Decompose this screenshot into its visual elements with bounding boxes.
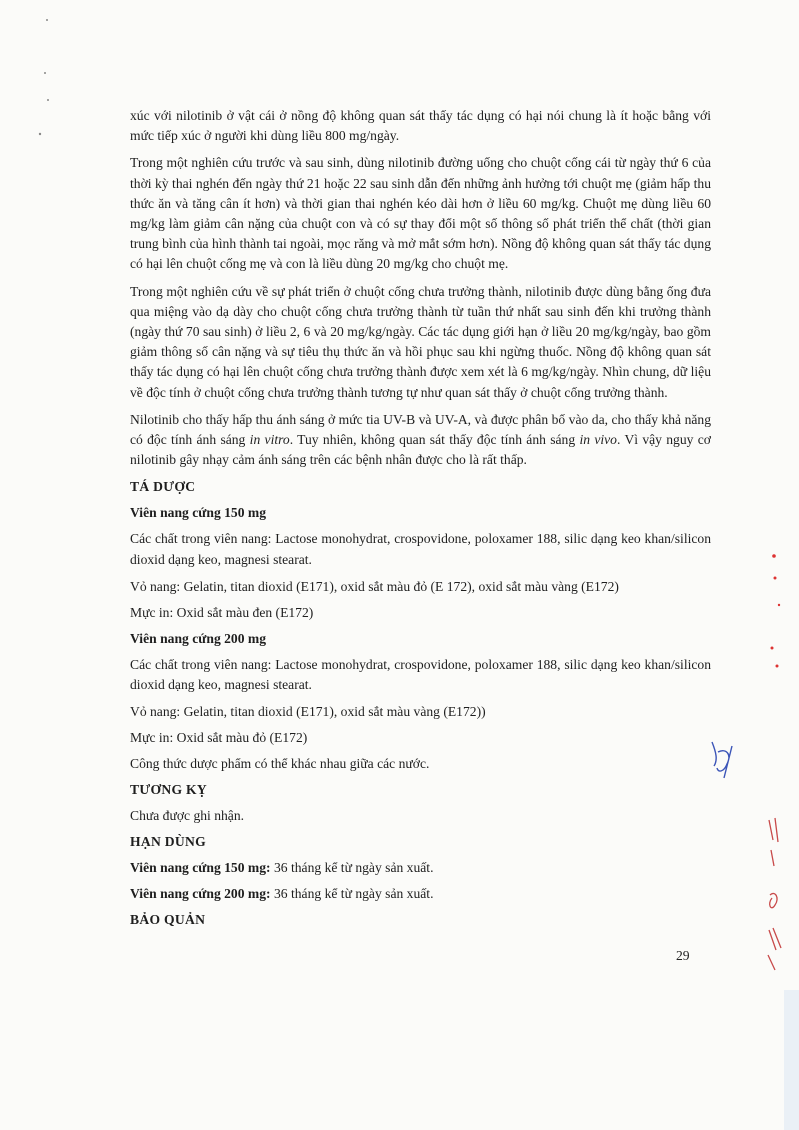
phototoxicity-text-a: Nilotinib cho thấy hấp thu ánh sáng ở mức tia UV-B và UV-A, và được phân bố vào da, cho thấy khả năng có độc tính ánh sáng (130, 411, 711, 448)
paragraph-juvenile-rat-study: Trong một nghiên cứu về sự phát triển ở chuột cống chưa trưởng thành, nilotinib được dùng bằng ống đưa qua miệng vào dạ dày cho chuột cống chưa trưởng thành từ tuần thứ nhất sau sinh đến khi trưởng thành (ngày thứ 70 sau sinh) ở liều 2, 6 và 20 mg/kg/ngày. Các tác dụng giới hạn ở liều 20 mg/kg/ngày, bao gồm giảm thông số cân nặng và sự tiêu thụ thức ăn và hồi phục sau khi ngừng thuốc. Nồng độ không quan sát thấy tác dụng có hại lên chuột cống chưa trưởng thành được xem xét là 6 mg/kg/ngày. Nhìn chung, dữ liệu về độc tính ở chuột cống chưa trưởng thành tương tự như quan sát thấy ở chuột cống trưởng thành. (130, 283, 711, 400)
capsule-200-ink: Mực in: Oxid sắt màu đỏ (E172) (130, 730, 308, 746)
capsule-150-ink: Mực in: Oxid sắt màu đen (E172) (130, 604, 314, 620)
right-edge-stamp-fragments (768, 818, 781, 970)
heading-storage: BẢO QUẢN (130, 912, 206, 928)
capsule-200-contents: Các chất trong viên nang: Lactose monohydrat, crospovidone, poloxamer 188, silic dạng keo khan/silicon dioxid dạng keo, magnesi stearat. (130, 656, 711, 693)
shelf-life-150-value: 36 tháng kể từ ngày sản xuất. (270, 860, 434, 876)
document-body (130, 106, 711, 936)
heading-shelf-life: HẠN DÙNG (130, 834, 207, 850)
paragraph-prenatal-postnatal-study: Trong một nghiên cứu trước và sau sinh, dùng nilotinib đường uống cho chuột cống cái từ ngày thứ 6 của thời kỳ thai nghén đến ngày thứ 21 hoặc 22 sau sinh dẫn đến những ảnh hưởng tới chuột mẹ (giảm hấp thu thức ăn và tăng cân ít hơn) và thời gian thai nghén kéo dài hơn ở liều 60 mg/kg. Chuột mẹ dùng liều 60 mg/kg làm giảm cân nặng của chuột con và có sự thay đổi một số thông số phát triển thể chất (thời gian trung bình của hình thành tai ngoài, mọc răng và mở mắt sớm hơn). Nồng độ không quan sát thấy tác dụng có hại lên chuột cống mẹ và con là liều dùng 20 mg/kg cho chuột mẹ. (130, 155, 711, 272)
subheading-capsule-150: Viên nang cứng 150 mg (130, 505, 267, 521)
phototoxicity-text-c: . Vì vậy nguy cơ nilotinib gây nhạy cảm ánh sáng trên các bệnh nhân được cho là rất thấp. (130, 432, 711, 468)
capsule-150-contents: Các chất trong viên nang: Lactose monohydrat, crospovidone, poloxamer 188, silic dạng keo khan/silicon dioxid dạng keo, magnesi stearat. (130, 531, 711, 567)
paragraph-reproductive-toxicity: xúc với nilotinib ở vật cái ở nồng độ không quan sát thấy tác dụng có hại nói chung là ít hoặc bằng với mức tiếp xúc ở người khi dùng liều 800 mg/ngày. (130, 108, 711, 144)
capsule-150-shell: Vỏ nang: Gelatin, titan dioxid (E171), oxid sắt màu đỏ (E 172), oxid sắt màu vàng (E172) (130, 578, 619, 594)
left-margin-dots (39, 19, 49, 135)
shelf-life-150 (130, 858, 711, 878)
page-number: 29 (676, 948, 690, 963)
shelf-life-200-label: Viên nang cứng 200 mg: (130, 886, 271, 902)
phototoxicity-in-vivo: in vivo (579, 432, 617, 448)
right-edge-blue-tint (784, 990, 799, 1130)
heading-excipients: TÁ DƯỢC (130, 479, 196, 495)
handwritten-initials (712, 742, 732, 778)
shelf-life-200 (130, 884, 711, 904)
subheading-capsule-200: Viên nang cứng 200 mg (130, 630, 267, 646)
incompatibilities-text: Chưa được ghi nhận. (130, 808, 245, 824)
shelf-life-200-value: 36 tháng kể từ ngày sản xuất. (270, 886, 434, 902)
shelf-life-150-label: Viên nang cứng 150 mg: (130, 860, 271, 876)
phototoxicity-in-vitro: in vitro (249, 432, 290, 448)
formulation-note: Công thức dược phẩm có thể khác nhau giữa các nước. (130, 756, 430, 772)
paragraph-phototoxicity (130, 410, 711, 471)
right-margin-stamp-marks (771, 554, 781, 667)
heading-incompatibilities: TƯƠNG KỴ (130, 782, 208, 798)
phototoxicity-text-b: . Tuy nhiên, không quan sát thấy độc tính ánh sáng (289, 432, 580, 448)
capsule-200-shell: Vỏ nang: Gelatin, titan dioxid (E171), oxid sắt màu vàng (E172)) (130, 704, 486, 720)
